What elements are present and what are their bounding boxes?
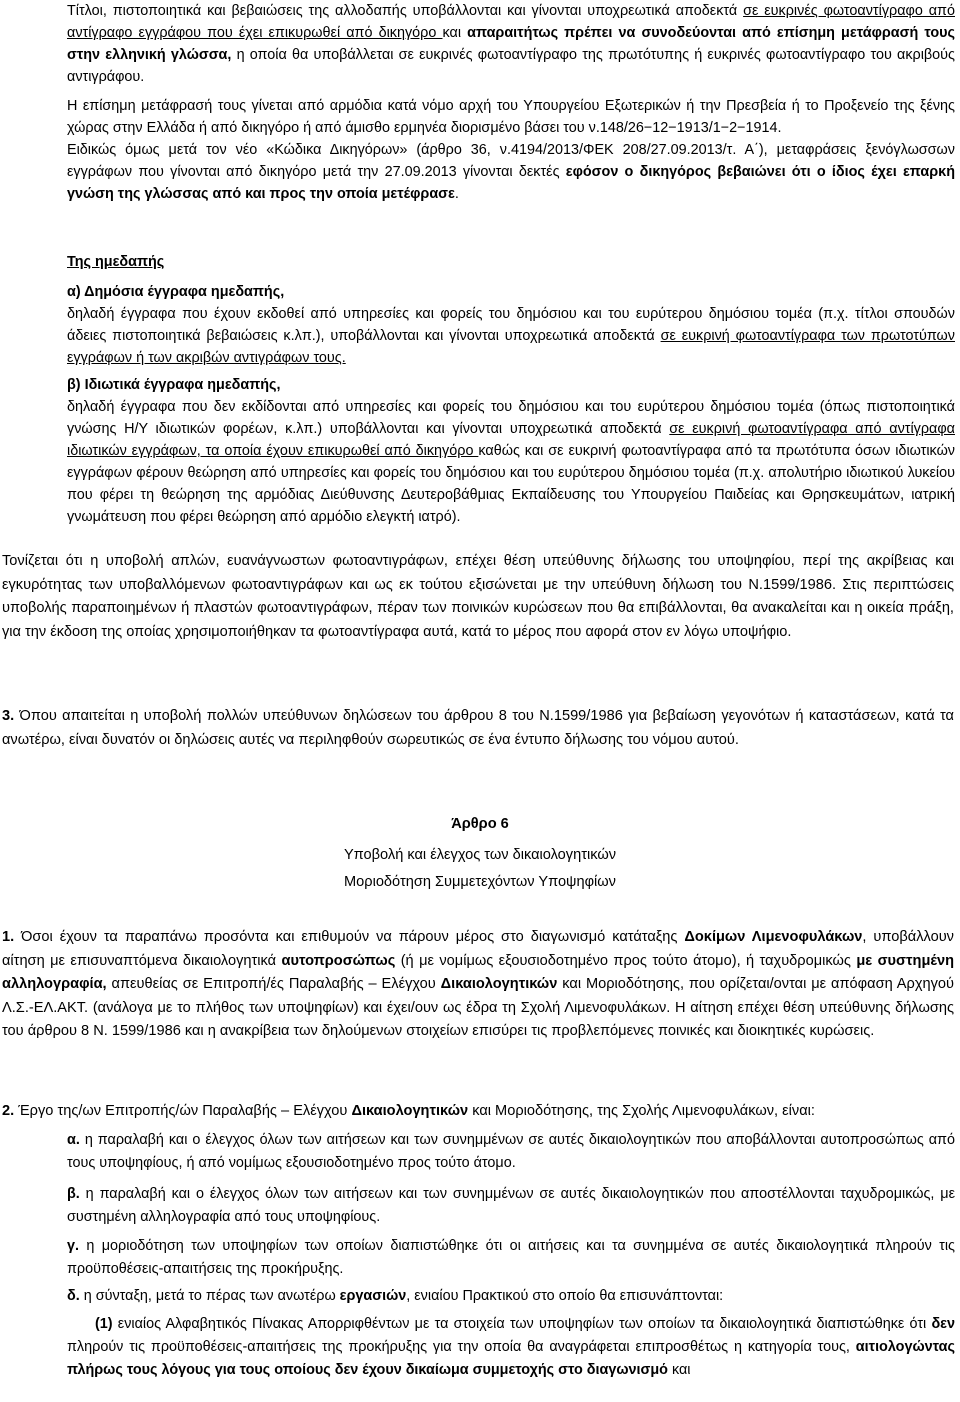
bold-text: εφόσον ο δικηγόρος βεβαιώνει ότι ο ίδιος έχει επαρκή γνώση της γλώσσας από και προς την οποία μετέφρασε (67, 164, 955, 202)
text: η παραλαβή και ο έλεγχος όλων των αιτήσεων και των συνημμένων σε αυτές δικαιολογητικών που αποστέλλονται ταχυδρομικώς, με συστημένη αλληλογραφία από τους υποψηφίους. (67, 1186, 955, 1225)
section-public-documents (67, 281, 955, 369)
text: και (667, 1362, 691, 1378)
sub-item-1 (67, 1313, 955, 1382)
text: και (442, 25, 468, 41)
text: ενιαίος Αλφαβητικός Πίνακας Απορριφθέντων με τα στοιχεία των υποψηφίων των οποίων τα δικαιολογητικά διαπιστώθηκε ότι (112, 1316, 932, 1332)
item-label: α. (67, 1132, 80, 1148)
bold-text: Δικαιολογητικών (351, 1103, 469, 1119)
bold-text: αυτοπροσώπως (281, 952, 396, 969)
text: Όσοι έχουν τα παραπάνω προσόντα και επιθυμούν να πάρουν μέρος στο διαγωνισμό κατάταξης (14, 929, 685, 945)
paragraph-article-1 (2, 926, 954, 1044)
text: Ειδικώς όμως μετά τον νέο «Κώδικα Δικηγόρων» (άρθρο 36, ν.4194/2013/ΦΕΚ 208/27.09.2013/τ. Α΄), μεταφράσεις ξενόγλωσσων εγγράφων που γίνονται από δικηγόρο μετά την 27.09.2013 γίνονται δεκτές (67, 142, 955, 180)
bold-text: Δοκίμων Λιμενοφυλάκων (684, 929, 863, 945)
bold-text: δεν (931, 1316, 955, 1332)
text: και Μοριοδότησης, της Σχολής Λιμενοφυλάκων, είναι: (468, 1103, 815, 1119)
paragraph-number: 2. (2, 1103, 15, 1119)
section-title: α) Δημόσια έγγραφα ημεδαπής, (67, 284, 285, 300)
list-item-c (67, 1235, 955, 1281)
underlined-text: σε ευκρινή φωτοαντίγραφα από αντίγραφα ιδιωτικών εγγράφων, τα οποία έχουν επικυρωθεί από δικηγόρο (67, 421, 955, 459)
paragraph-photocopies-declaration (2, 550, 954, 644)
bold-text: με συστημένη αλληλογραφία, (2, 952, 954, 992)
text: Τονίζεται ότι η υποβολή απλών, ευανάγνωστων φωτοαντιγράφων, επέχει θέση υπεύθυνης δήλωσης του υποψηφίου, περί της ακρίβειας και εγκυρότητας των υποβαλλόμενων φωτοαντιγράφων και ως εκ τούτου εξισώνεται με την υπεύθυνη δήλωση του Ν.1599/1986. Στις περιπτώσεις υποβολής παραποιημένων ή πλαστών φωτοαντιγράφων, πέραν των ποινικών κυρώσεων που θα επιβάλλονται, θα ανακαλείται και η οικεία πράξη, για την έκδοση της οποίας χρησιμοποιήθηκαν τα φωτοαντίγραφα αυτά, κατά το μέρος που αφορά στον εν λόγω υποψήφιο. (2, 553, 954, 640)
item-label: γ. (67, 1238, 80, 1254)
text: Έργο της/ων Επιτροπής/ών Παραλαβής – Ελέγχου (14, 1103, 352, 1119)
underlined-text: σε ευκρινή φωτοαντίγραφα των πρωτοτύπων εγγράφων ή των ακριβών αντιγράφων τους. (67, 328, 955, 366)
list-item-a (67, 1129, 955, 1175)
item-label: δ. (67, 1288, 80, 1304)
paragraph-official-translation (67, 95, 955, 205)
text: και Μοριοδότησης, που ορίζεται/ονται με απόφαση Αρχηγού Λ.Σ.-ΕΛ.ΑΚΤ. (ανάλογα με το πλήθος των υποψηφίων) και έχει/ουν ως έδρα τη Σχολή Λιμενοφυλάκων. Η αίτηση επέχει θέση υπεύθυνης δήλωσης του άρθρου 8 Ν. 1599/1986 και η ανακρίβεια των δηλούμενων στοιχείων επισύρει τις προβλεπόμενες ποινικές και διοικητικές κυρώσεις. (2, 976, 954, 1039)
list-item-d (67, 1285, 955, 1308)
text: καθώς και σε ευκρινή φωτοαντίγραφα από τα πρωτότυπα όσων ιδιωτικών εγγράφων φέρουν θεώρηση από υπηρεσίες και φορείς του δημόσιου και του ευρύτερου δημόσιου τομέα (π.χ. απολυτήριο ιδιωτικού λυκείου που φέρει τη θεώρηση της αρμόδιας Διεύθυνσης Δευτεροβάθμιας Εκπαίδευσης του Υπουργείου Παιδείας και Θρησκευμάτων, ιατρική γνωμάτευση που φέρει θεώρηση από αρμόδιο ελεγκτή ιατρό). (67, 443, 956, 525)
text: Όπου απαιτείται η υποβολή πολλών υπεύθυνων δηλώσεων του άρθρου 8 του Ν.1599/1986 για βεβαίωση γεγονότων ή καταστάσεων, κατά τα ανωτέρω, είναι δυνατόν οι δηλώσεις αυτές να περιληφθούν σωρευτικώς σε ένα έντυπο δήλωσης του νόμου αυτού. (2, 708, 954, 748)
text: η οποία θα υποβάλλεται σε ευκρινές φωτοαντίγραφο της πρωτότυπης ή ευκρινές φωτοαντίγραφο του ακριβούς αντιγράφου. (67, 47, 955, 85)
text: δηλαδή έγγραφα που έχουν εκδοθεί από υπηρεσίες και φορείς του δημόσιου και του ευρύτερου δημόσιου τομέα (π.χ. τίτλοι σπουδών άδειες πιστοποιητικά βεβαιώσεις κ.λπ.), υποβάλλονται και γίνονται υποχρεωτικά αποδεκτά (67, 306, 955, 344)
section-title: β) Ιδιωτικά έγγραφα ημεδαπής, (67, 377, 281, 393)
section-private-documents (67, 374, 955, 528)
text: απευθείας σε Επιτροπή/ές Παραλαβής – Ελέγχου (106, 976, 441, 992)
text: πληρούν τις προϋποθέσεις-απαιτήσεις της προκήρυξης για την οποία θα αναγράφεται επιπροσθέτως η κατηγορία τους, (67, 1339, 856, 1355)
text: (ή με νομίμως εξουσιοδοτημένο προς τούτο άτομο), ή ταχυδρομικώς (395, 952, 857, 969)
list-item-b (67, 1183, 955, 1229)
bold-text: αιτιολογώντας πλήρως τους λόγους για τους οποίους δεν έχουν δικαίωμα συμμετοχής στο διαγωνισμό (67, 1339, 955, 1378)
translation-authority-text: Η επίσημη μετάφρασή τους γίνεται από αρμόδια κατά νόμο αρχή του Υπουργείου Εξωτερικών ή την Πρεσβεία ή το Προξενείο της ξένης χώρας στην Ελλάδα ή από δικηγόρο ή από άμισθο ερμηνέα διορισμένο βάσει του ν.148/26−12−1913/1−2−1914. (67, 98, 955, 136)
bold-text: απαραιτήτως πρέπει να συνοδεύονται από επίσημη μετάφρασή τους στην ελληνική γλώσσα, (67, 25, 956, 63)
paragraph-foreign-certificates (67, 0, 955, 88)
paragraph-article-2 (2, 1100, 954, 1124)
item-label: β. (67, 1186, 80, 1202)
article-subtitle-2: Μοριοδότηση Συμμετεχόντων Υποψηφίων (344, 874, 616, 890)
text: η παραλαβή και ο έλεγχος όλων των αιτήσεων και των συνημμένων σε αυτές δικαιολογητικών που αποβάλλονται αυτοπροσώπως από τους υποψηφίους, ή από νομίμως εξουσιοδοτημένο προς τούτο άτομο. (67, 1132, 955, 1171)
text: , υποβάλλουν αίτηση με επισυναπτόμενα δικαιολογητικά (2, 929, 954, 969)
text: , ενιαίου Πρακτικού στο οποίο θα επισυνάπτονται: (406, 1288, 724, 1304)
underlined-text: σε ευκρινές φωτοαντίγραφο από αντίγραφο εγγράφου που έχει επικυρωθεί από δικηγόρο (67, 3, 955, 41)
bold-text: εργασιών (339, 1288, 407, 1304)
text: η σύνταξη, μετά το πέρας των ανωτέρω (79, 1288, 340, 1304)
article-subtitle-1: Υποβολή και έλεγχος των δικαιολογητικών (343, 847, 617, 863)
paragraph-3 (2, 705, 954, 752)
paragraph-number: 1. (2, 929, 15, 945)
item-label: (1) (95, 1316, 113, 1332)
heading-domestic (67, 251, 955, 273)
text: δηλαδή έγγραφα που δεν εκδίδονται από υπηρεσίες και φορείς του δημόσιου και του ευρύτερου δημόσιου τομέα (όπως πιστοποιητικά γνώσης Η/Υ ιδιωτικών φορέων, κ.λπ.) υποβάλλονται και γίνονται υποχρεωτικά αποδεκτά (67, 399, 955, 437)
text: Τίτλοι, πιστοποιητικά και βεβαιώσεις της αλλοδαπής υποβάλλονται και γίνονται υποχρεωτικά αποδεκτά (67, 3, 744, 19)
heading-text: Της ημεδαπής (67, 254, 165, 270)
article-title: Άρθρο 6 (451, 816, 509, 832)
text: . (454, 186, 459, 202)
text: η μοριοδότηση των υποψηφίων των οποίων διαπιστώθηκε ότι οι αιτήσεις και τα συνημμένα σε αυτές δικαιολογητικά πληρούν τις προϋποθέσεις-απαιτήσεις της προκήρυξης. (67, 1238, 955, 1277)
bold-text: Δικαιολογητικών (440, 976, 558, 992)
paragraph-number: 3. (2, 708, 15, 724)
